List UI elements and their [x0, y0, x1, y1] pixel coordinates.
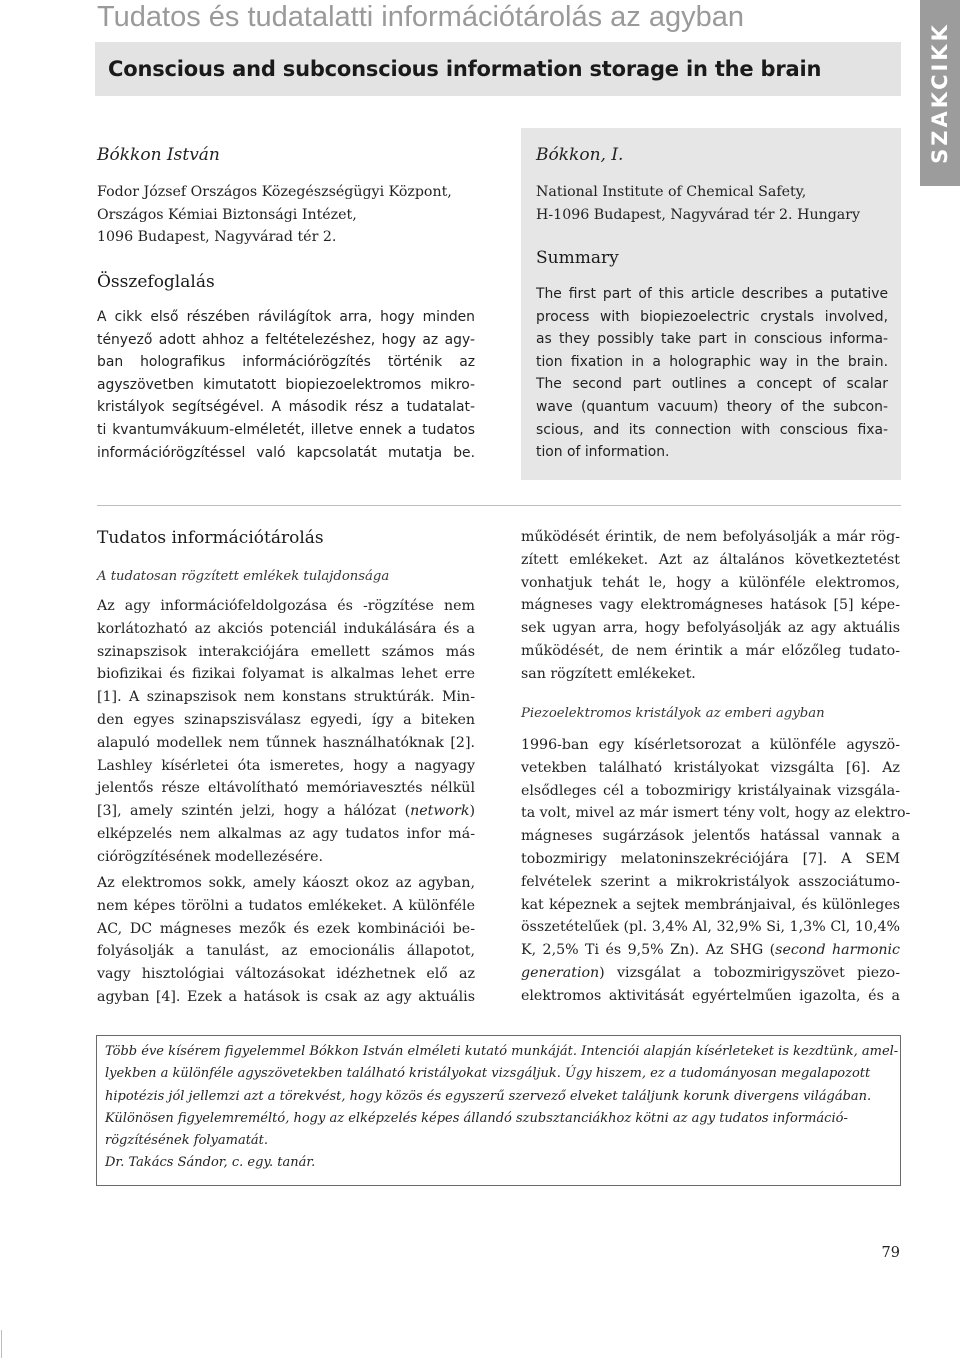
- author-hu: Bókkon István: [97, 145, 220, 165]
- body-line: san rögzített emlékeket.: [521, 665, 696, 682]
- body-left-para1: [97, 595, 475, 869]
- page-number: 79: [881, 1245, 900, 1261]
- body-line: kat képeznek a sejtek membránjaival, és különleges: [521, 896, 900, 913]
- summary-line: tion fixation in a holographic way in the brain.: [536, 353, 888, 370]
- summary-line: The second part outlines a concept of scalar: [536, 376, 888, 393]
- body-line: agyban [4]. Ezek a hatások is csak az agy aktuális: [97, 988, 475, 1005]
- body-line: összetételűek (pl. 3,4% Al, 32,9% Si, 1,3% Cl, 10,4%: [521, 919, 900, 936]
- body-line: szinapszisok interakciójára emellett számos más: [97, 643, 475, 660]
- body-line-italic: generation: [521, 964, 600, 981]
- body-line: 1996-ban egy kísérletsorozat a különféle agyszö-: [521, 737, 900, 753]
- body-line: biofizikai és fizikai folyamat is alkalmas lehet erre: [97, 666, 475, 683]
- body-line: vetekben található kristályokat vizsgálta [6]. Az: [521, 759, 900, 776]
- section-divider: [97, 505, 901, 506]
- body-line: jelentős része eltávolítható memóriavesztés nélkül: [97, 780, 475, 797]
- note-signature: Dr. Takács Sándor, c. egy. tanár.: [105, 1155, 316, 1171]
- body-line-part: [3], amely szintén jelzi, hogy a hálózat (: [97, 803, 411, 820]
- abstract-hu: [97, 306, 475, 464]
- body-line-italic: network: [410, 803, 470, 820]
- affiliation-en: [536, 181, 896, 226]
- body-left-para2: [97, 872, 475, 1009]
- body-line: [521, 962, 900, 985]
- body-line-part: ) vizsgálat a tobozmirigyszövet piezo-: [599, 964, 900, 981]
- body-line: ta volt, mivel az már ismert tény volt, hogy az elektro-: [521, 805, 911, 822]
- body-line: AC, DC mágneses mezők és ezek kombinációi be-: [97, 920, 475, 937]
- body-line: működését érintik, de nem befolyásolják a már rög-: [521, 529, 900, 545]
- abstract-line: ti kvantumvákuum-elméletét, illetve ennek a tudatos: [97, 421, 475, 438]
- body-line: vagy hisztológiai változásokat idézhetnek elő az: [97, 966, 475, 983]
- body-line: elsődleges cél a tobozmirigy kristályainak vizsgála-: [521, 782, 900, 799]
- note-line: rögzítésének folyamatát.: [105, 1133, 269, 1149]
- abstract-line: kristályok segítségével. A második rész a tudatalat-: [97, 399, 475, 416]
- note-line: Különösen figyelemreméltó, hogy az elképzelés képes állandó szubsztanciákhoz kötni az agy tudatos információ-: [105, 1110, 848, 1126]
- article-subtitle: Conscious and subconscious information storage in the brain: [108, 57, 822, 81]
- body-line: Az elektromos sokk, amely káoszt okoz az agyban,: [97, 875, 475, 891]
- body-line: [97, 800, 475, 823]
- body-line: elképzelés nem alkalmas az agy tudatos infor má-: [97, 825, 475, 842]
- body-line: mágneses sugárzások jelentős hatással vannak a: [521, 828, 900, 845]
- body-subheading: A tudatosan rögzített emlékek tulajdonsága: [97, 569, 390, 584]
- summary-line: tion of information.: [536, 444, 670, 461]
- body-right-para2: [521, 734, 911, 1008]
- affiliation-hu: [97, 181, 497, 249]
- body-line: den egyes szinapszisválasz egyedi, így a biteken: [97, 711, 475, 728]
- body-line: alapuló modellek nem tűnnek használhatóknak [2].: [97, 734, 475, 751]
- abstract-heading: Összefoglalás: [97, 272, 215, 292]
- body-line: korlátozható az akciós potenciál indukálására és a: [97, 620, 475, 637]
- abstract-line: A cikk első részében rávilágítok arra, hogy minden: [97, 309, 475, 325]
- body-line-part: K, 2,5% Ti és 9,5% Zn). Az SHG (: [521, 942, 776, 959]
- body-line: zített emlékeket. Azt az általános következtetést: [521, 551, 900, 568]
- margin-mark: [1, 1330, 2, 1358]
- summary-heading: Summary: [536, 248, 619, 268]
- article-title: Tudatos és tudatalatti információtárolás az agyban: [97, 1, 744, 33]
- body-line: vonhatjuk tehát le, hogy a különféle elektromos,: [521, 574, 900, 591]
- affiliation-line: Fodor József Országos Közegészségügyi Központ,: [97, 184, 452, 200]
- note-line: Több éve kísérem figyelemmel Bókkon István elméleti kutató munkáját. Intenciói alapján kísérleteket is kezdtünk, amel-: [105, 1044, 899, 1059]
- section-tab-label: [920, 0, 960, 186]
- section-tab-text: SZAKCIKK: [928, 22, 952, 164]
- body-right-subheading: Piezoelektromos kristályok az emberi agyban: [521, 706, 825, 721]
- body-line: tobozmirigy melatoninszekréciójára [7]. A SEM: [521, 850, 900, 867]
- abstract-line: ban holografikus információrögzítés történik az: [97, 354, 475, 371]
- affiliation-line: Országos Kémiai Biztonsági Intézet,: [97, 206, 357, 223]
- body-line: ciórögzítésének modellezésére.: [97, 848, 324, 865]
- editorial-note: [105, 1041, 899, 1175]
- summary-line: scious, and its connection with conscious fixa-: [536, 421, 888, 438]
- body-line: nem képes törölni a tudatos emlékeket. A különféle: [97, 897, 475, 914]
- body-line: sek ugyan arra, hogy befolyásolják az agy aktuális: [521, 620, 900, 637]
- body-line-part: ): [469, 803, 475, 820]
- abstract-line: információrögzítéssel való kapcsolatát mutatja be.: [97, 444, 475, 461]
- body-line: [1]. A szinapszisok nem konstans struktúrák. Min-: [97, 689, 475, 706]
- affiliation-line: H-1096 Budapest, Nagyvárad tér 2. Hungary: [536, 206, 861, 223]
- body-line: mágneses vagy elektromágneses hatások [5] képe-: [521, 597, 900, 614]
- body-line: működését, de nem érintik a már előzőleg tudato-: [521, 642, 900, 659]
- summary-en: [536, 283, 888, 464]
- summary-line: The first part of this article describes a putative: [536, 286, 888, 302]
- summary-line: wave (quantum vacuum) theory of the subcon-: [536, 398, 888, 415]
- abstract-line: agyszövetben kimutatott biopiezoelektromos mikro-: [97, 376, 475, 393]
- author-en: Bókkon, I.: [536, 145, 624, 165]
- abstract-line: tényező adott ahhoz a feltételezéshez, hogy az agy-: [97, 331, 475, 348]
- body-line: [521, 939, 900, 962]
- summary-line: as they possibly take part in conscious informa-: [536, 331, 888, 348]
- body-line-italic: second harmonic: [775, 942, 900, 959]
- body-line: Lashley kísérletei óta ismeretes, hogy a nagyagy: [97, 757, 475, 774]
- body-line: felvételek szerint a mikrokristályok asszociátumo-: [521, 873, 900, 890]
- body-right-para1: [521, 526, 900, 686]
- affiliation-line: 1096 Budapest, Nagyvárad tér 2.: [97, 229, 337, 245]
- note-line: hipotézis jól jellemzi azt a törekvést, hogy közös és egyszerű szervező elveket találjunk korunk divergens világában.: [105, 1088, 872, 1104]
- body-line: elektromos aktivitását egyértelműen igazolta, és a: [521, 987, 900, 1004]
- note-line: lyekben a különféle agyszövetekben található kristályokat vizsgáljuk. Úgy hiszem, ez a tudományosan megalapozott: [105, 1066, 871, 1082]
- affiliation-line: National Institute of Chemical Safety,: [536, 184, 807, 200]
- body-line: folyásolják a tanulást, az emocionális állapotot,: [97, 943, 475, 960]
- summary-line: process with biopiezoelectric crystals involved,: [536, 308, 888, 325]
- body-heading: Tudatos információtárolás: [97, 528, 324, 548]
- body-line: Az agy információfeldolgozása és -rögzítése nem: [97, 598, 475, 614]
